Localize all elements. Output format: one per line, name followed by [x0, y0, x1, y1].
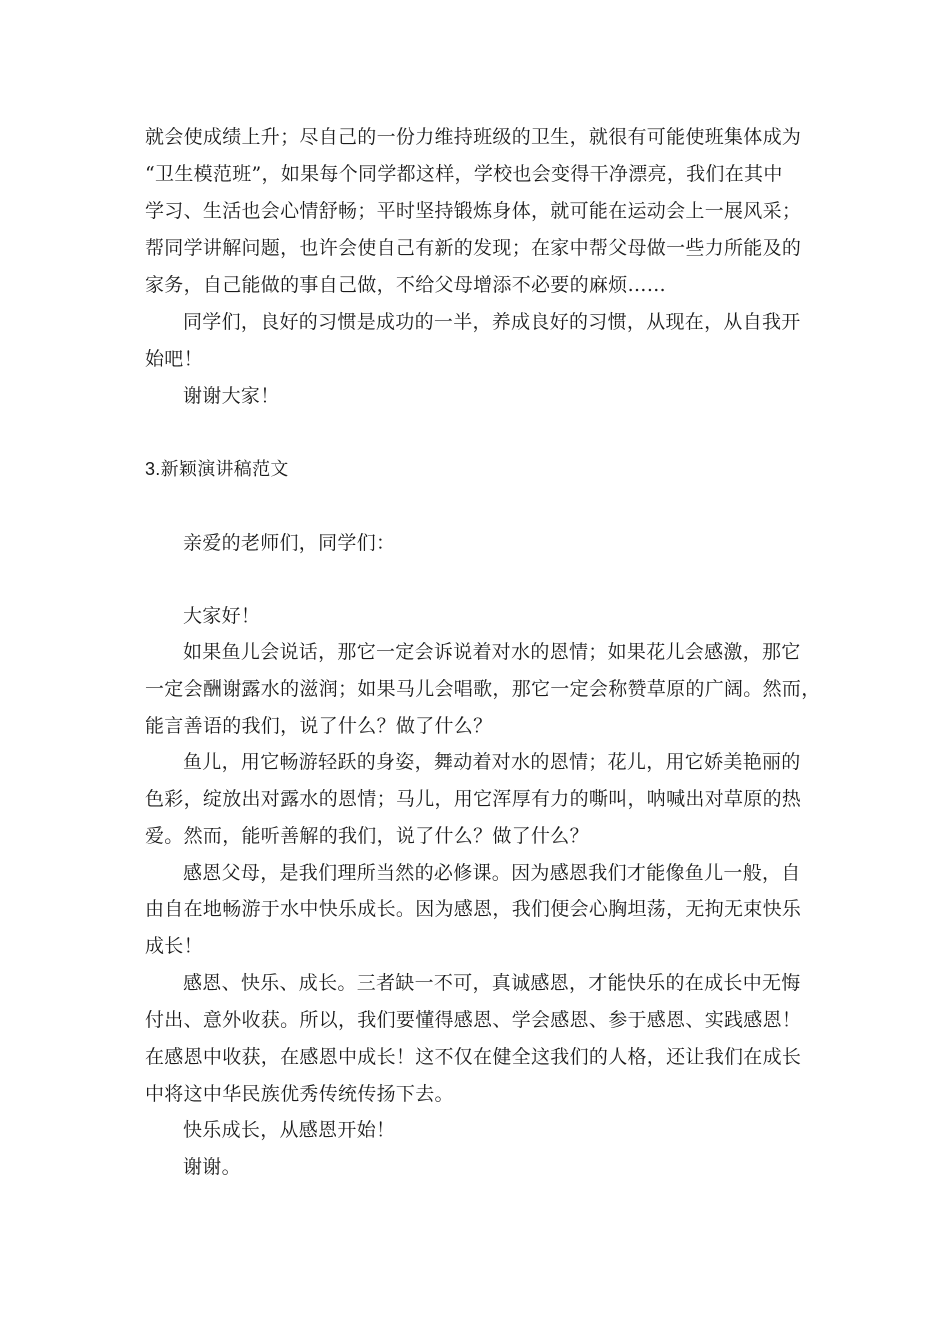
paragraph-line: “卫生模范班”，如果每个同学都这样，学校也会变得干净漂亮，我们在其中 — [145, 163, 783, 185]
final-thanks: 谢谢。 — [183, 1156, 241, 1178]
paragraph-line: 如果鱼儿会说话，那它一定会诉说着对水的恩情；如果花儿会感激，那它 — [183, 641, 801, 663]
paragraph-line: 爱。然而，能听善解的我们，说了什么？做了什么？ — [145, 825, 589, 847]
paragraph-line: 帮同学讲解问题，也许会使自己有新的发现；在家中帮父母做一些力所能及的 — [145, 237, 802, 259]
paragraph-line: 能言善语的我们，说了什么？做了什么？ — [145, 715, 493, 737]
paragraph-line: 付出、意外收获。所以，我们要懂得感恩、学会感恩、参于感恩、实践感恩！ — [145, 1009, 802, 1031]
paragraph-line: 由自在地畅游于水中快乐成长。因为感恩，我们便会心胸坦荡，无拘无束快乐 — [145, 898, 802, 920]
paragraph-line: 在感恩中收获，在感恩中成长！这不仅在健全这我们的人格，还让我们在成长 — [145, 1046, 802, 1068]
paragraph-line: 中将这中华民族优秀传统传扬下去。 — [145, 1083, 454, 1105]
closing-line: 始吧！ — [145, 348, 203, 370]
paragraph-line: 成长！ — [145, 935, 203, 957]
paragraph-line: 鱼儿，用它畅游轻跃的身姿，舞动着对水的恩情；花儿，用它娇美艳丽的 — [183, 751, 801, 773]
paragraph-line: 感恩、快乐、成长。三者缺一不可，真诚感恩，才能快乐的在成长中无悔 — [183, 972, 801, 994]
greeting: 大家好！ — [183, 605, 261, 627]
thanks-line: 谢谢大家！ — [183, 385, 280, 407]
paragraph-line: 感恩父母，是我们理所当然的必修课。因为感恩我们才能像鱼儿一般，自 — [183, 862, 801, 884]
closing-line: 同学们，良好的习惯是成功的一半，养成良好的习惯，从现在，从自我开 — [183, 311, 801, 333]
section-title: 3.新颖演讲稿范文 — [145, 459, 289, 479]
paragraph-line: 一定会酬谢露水的滋润；如果马儿会唱歌，那它一定会称赞草原的广阔。然而， — [145, 678, 821, 700]
paragraph-line: 学习、生活也会心情舒畅；平时坚持锻炼身体，就可能在运动会上一展风采； — [145, 200, 802, 222]
salutation: 亲爱的老师们，同学们： — [183, 532, 396, 554]
ending-line: 快乐成长，从感恩开始！ — [183, 1119, 396, 1141]
paragraph-line: 就会使成绩上升；尽自己的一份力维持班级的卫生，就很有可能使班集体成为 — [145, 126, 802, 148]
paragraph-line: 家务，自己能做的事自己做，不给父母增添不必要的麻烦…… — [145, 274, 667, 296]
paragraph-line: 色彩，绽放出对露水的恩情；马儿，用它浑厚有力的嘶叫，呐喊出对草原的热 — [145, 788, 802, 810]
